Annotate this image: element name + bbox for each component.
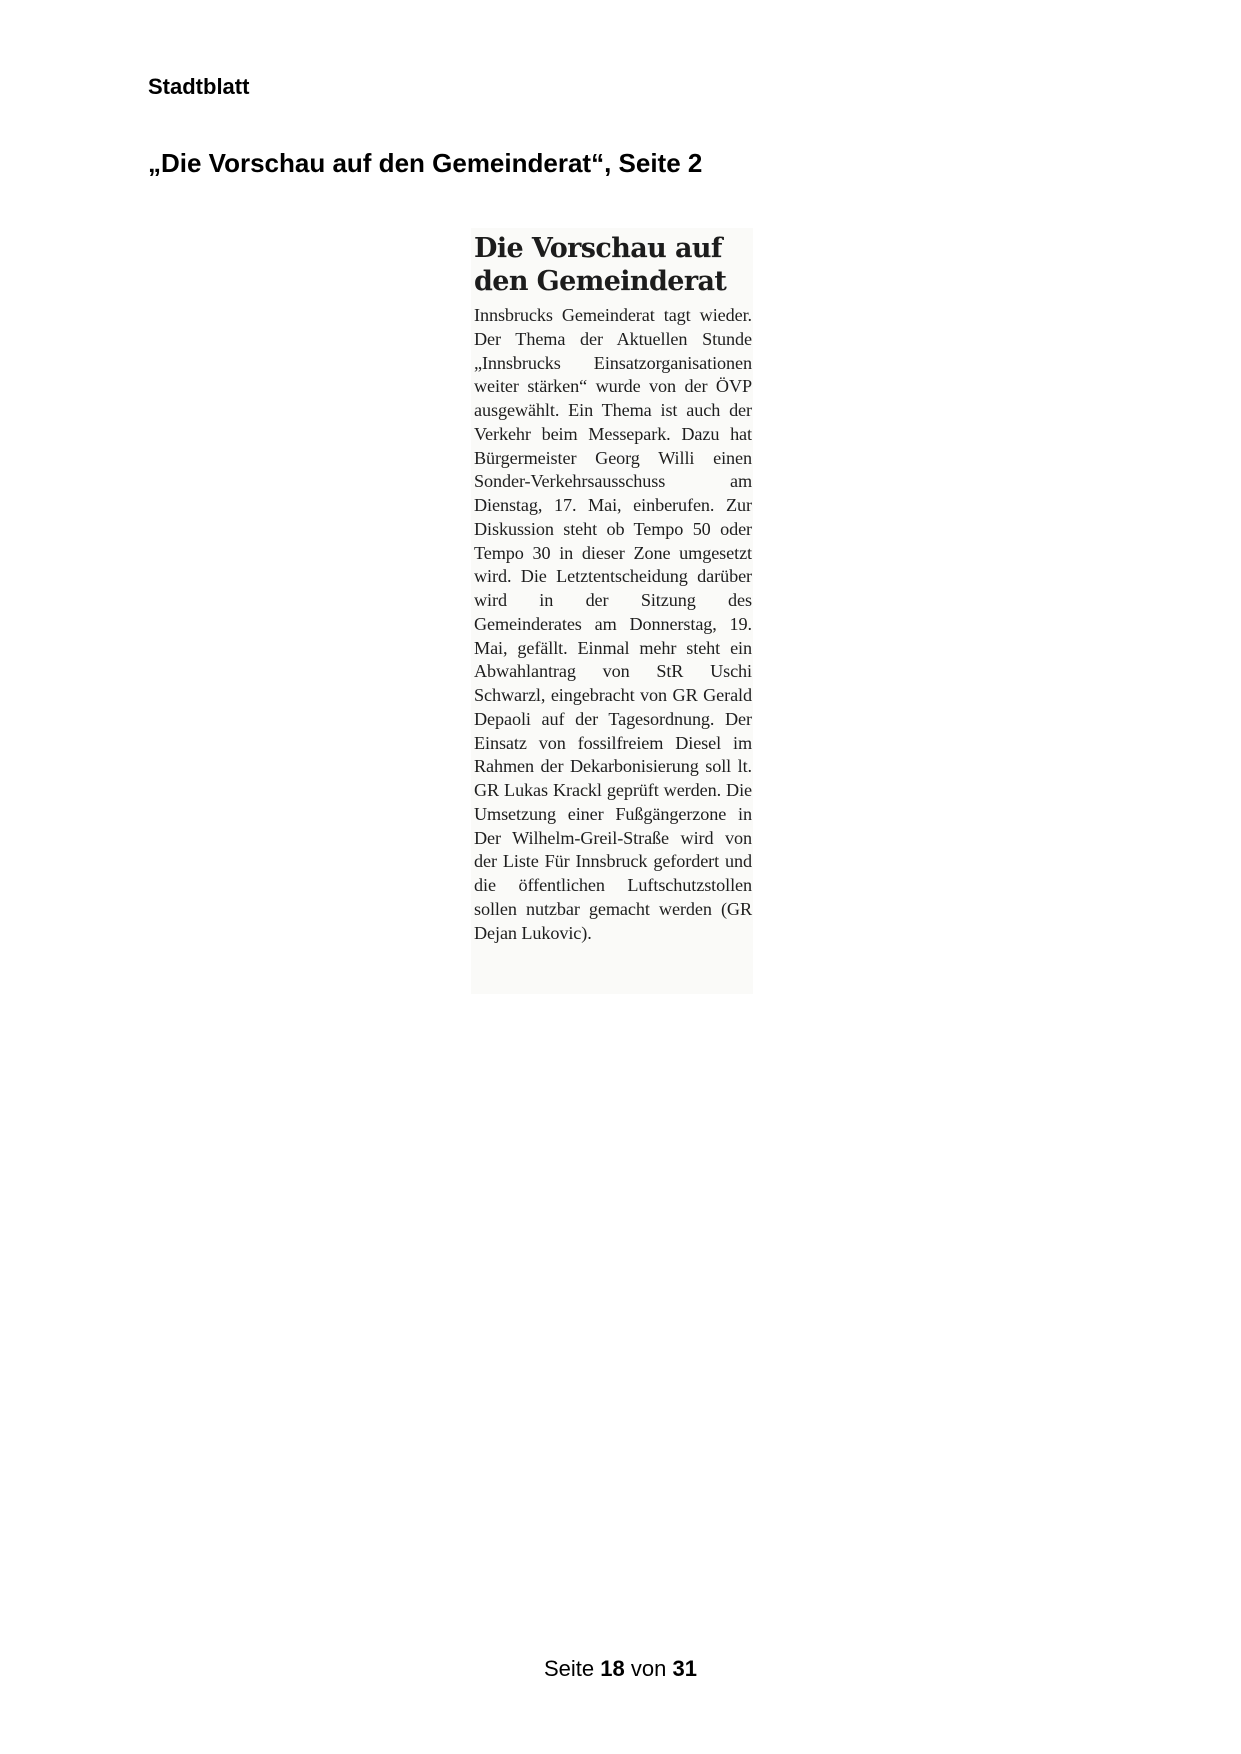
current-page-number: 18 xyxy=(600,1656,625,1681)
page-separator: von xyxy=(630,1656,667,1681)
headline-line-1: Die Vorschau auf xyxy=(474,233,722,264)
article-body: Innsbrucks Gemeinderat tagt wieder. Der Thema der Aktuellen Stunde „Innsbrucks Einsatzorganisationen weiter stärken“ wurde von der ÖVP ausgewählt. Ein Thema ist auch der Verkehr beim Messepark. Dazu hat Bürgermeister Georg Willi einen Sonder-Verkehrsausschuss am Dienstag, 17. Mai, einberufen. Zur Diskussion steht ob Tempo 50 oder Tempo 30 in dieser Zone umgesetzt wird. Die Letztentscheidung darüber wird in der Sitzung des Gemeinderates am Donnerstag, 19. Mai, gefällt. Einmal mehr steht ein Abwahlantrag von StR Uschi Schwarzl, eingebracht von GR Gerald Depaoli auf der Tagesordnung. Der Einsatz von fossilfreiem Diesel im Rahmen der Dekarbonisierung soll lt. GR Lukas Krackl geprüft werden. Die Umsetzung einer Fußgängerzone in Der Wilhelm-Greil-Straße wird von der Liste Für Innsbruck gefordert und die öffentlichen Luftschutzstollen sollen nutzbar gemacht werden (GR Dejan Lukovic). xyxy=(474,305,752,943)
page-label: Seite xyxy=(544,1656,595,1681)
headline-line-2: den Gemeinderat xyxy=(474,266,727,297)
article-clipping xyxy=(471,228,753,994)
document-title: „Die Vorschau auf den Gemeinderat“, Seite 2 xyxy=(148,148,703,178)
newspaper-source: Stadtblatt xyxy=(148,74,250,99)
page-footer xyxy=(0,1656,1241,1682)
total-pages-number: 31 xyxy=(672,1656,697,1681)
article-headline xyxy=(474,232,744,298)
